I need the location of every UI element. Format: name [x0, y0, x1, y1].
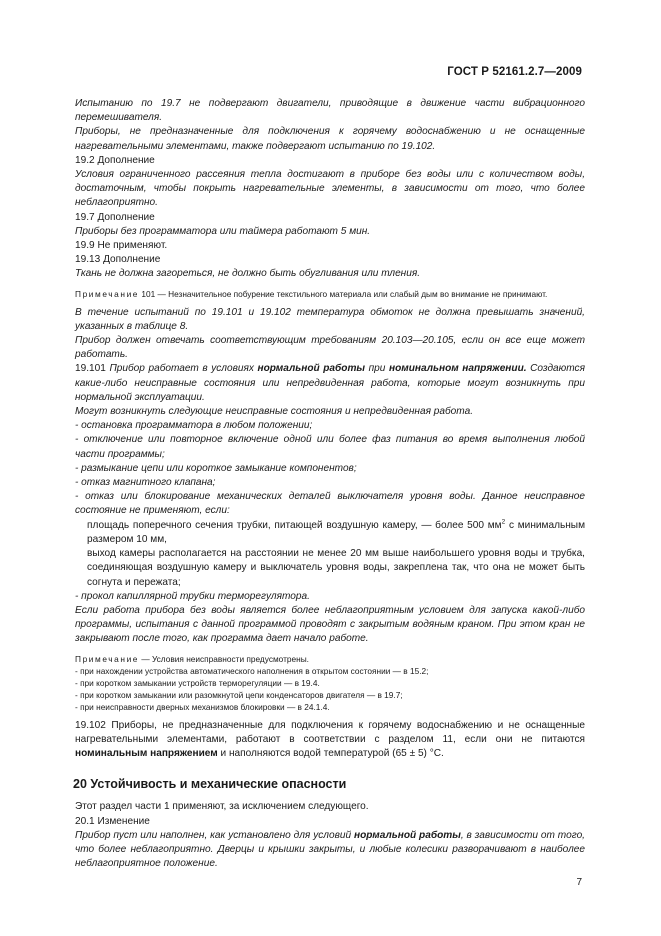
note-faults — [75, 653, 585, 713]
clause-19-9: 19.9 Не применяют. — [75, 240, 168, 252]
note-text: — Условия неисправности предусмотрены. — [139, 653, 309, 664]
clause-20-1: 20.1 Изменение — [75, 815, 150, 827]
text: Прибор работает в условиях — [109, 363, 258, 375]
clause-19-2: 19.2 Дополнение — [75, 154, 155, 166]
paragraph: Если работа прибора без воды является более неблагоприятным условием для запуска какой-либо программы, испытания с данной программой проводят с закрытым водяным краном. При этом кран не закрывают после того, как программа дает начало работе. — [75, 604, 585, 645]
clause-19-13: 19.13 Дополнение — [75, 254, 161, 266]
section-heading: 20 Устойчивость и механические опасности — [73, 777, 347, 792]
note-label: Примечание — [75, 288, 140, 299]
list-item: - остановка программатора в любом положении; — [75, 420, 313, 432]
note-text: 101 — Незначительное побурение текстильного материала или слабый дым во внимание не принимают. — [139, 288, 548, 299]
paragraph — [75, 125, 585, 153]
text: Прибор пуст или наполнен, как установлено для условий — [75, 829, 354, 841]
note-item: - при нахождении устройства автоматического наполнения в открытом состоянии — в 15.2; — [75, 665, 429, 676]
list-item: - отказ магнитного клапана; — [75, 477, 216, 489]
text: и наполняются водой температурой (65 ± 5) °С. — [217, 747, 444, 759]
note-item: - при неисправности дверных механизмов блокировки — в 24.1.4. — [75, 701, 330, 712]
paragraph — [75, 97, 585, 125]
text: с минимальным размером 10 мм, — [87, 519, 586, 545]
page-content — [75, 97, 585, 871]
standard-number: ГОСТ Р 52161.2.7—2009 — [447, 66, 582, 78]
paragraph — [75, 829, 585, 872]
text: при — [365, 363, 389, 375]
sub-item: выход камеры располагается на расстоянии не менее 20 мм выше наибольшего уровня воды и трубка, соединяющая воздушную камеру и выключатель уровня воды, закреплена так, что она не может быть согнута и пережата; — [87, 548, 585, 588]
list-item: - отключение или повторное включение одной или более фаз питания во время выполнения любой части программы; — [75, 434, 585, 460]
term: номинальном напряжении. — [388, 363, 527, 375]
clause-19-101 — [75, 362, 585, 405]
paragraph: Приборы без программатора или таймера работают 5 мин. — [75, 225, 371, 237]
clause-19-7: 19.7 Дополнение — [75, 211, 155, 223]
text: , в зависимости от того, что более неблагоприятно. Дверцы и крышки закрыты, и любые колесики разворачивают в наиболее неблагоприятное положение. — [75, 829, 585, 870]
note-item: - при коротком замыкании или разомкнутой цепи конденсаторов двигателя — в 19.7; — [75, 689, 403, 700]
text: площадь поперечного сечения трубки, питающей воздушную камеру, — более 500 мм — [87, 519, 502, 531]
list-item: - размыкание цепи или короткое замыкание компонентов; — [75, 462, 357, 474]
paragraph: Могут возникнуть следующие неисправные состояния и непредвиденная работа. — [75, 406, 474, 418]
clause-number: 19.101 — [75, 363, 110, 375]
clause-19-102 — [75, 719, 585, 762]
text: 19.102 Приборы, не предназначенные для подключения к горячему водоснабжению и не оснащенные нагревательными элементами, работают в соответствии с разделом 11, если они не питаются — [75, 719, 585, 745]
note-heading — [75, 653, 585, 665]
note-label: Примечание — [75, 653, 140, 664]
paragraph: Ткань не должна загореться, не должно быть обугливания или тления. — [75, 268, 421, 280]
paragraph: Этот раздел части 1 применяют, за исключением следующего. — [75, 801, 369, 813]
page-number: 7 — [576, 877, 582, 888]
term: нормальной работы — [353, 829, 461, 841]
term: номинальным напряжением — [75, 747, 218, 759]
note-item: - при коротком замыкании устройств терморегуляции — в 19.4. — [75, 677, 320, 688]
sub-item — [75, 519, 585, 547]
paragraph: Условия ограниченного рассеяния тепла достигают в приборе без воды или с количеством воды, достаточным, чтобы покрыть нагревательные элементы, в зависимости от того, что более неблагоприятно. — [75, 169, 585, 209]
term: нормальной работы — [257, 363, 366, 375]
paragraph: В течение испытаний по 19.101 и 19.102 температура обмоток не должна превышать значений, указанных в таблице 8. — [75, 306, 585, 332]
text: Создаются какие-либо неисправные состояния или непредвиденная работа, которые могут возникнуть при нормальной эксплуатации. — [75, 363, 585, 403]
text: Приборы, не предназначенные для подключения к горячему водоснабжению и не оснащенные нагревательными элементами, также подвергают испытанию по 19.102. — [75, 126, 585, 152]
text: Испытанию по 19.7 не подвергают двигатели, приводящие в движение части вибрационного перемешивателя. — [75, 98, 585, 124]
list-item: - прокол капиллярной трубки терморегулятора. — [75, 590, 310, 602]
note-101 — [75, 288, 585, 300]
list-item: - отказ или блокирование механических деталей выключателя уровня воды. Данное неисправное состояние не применяют, если: — [75, 491, 585, 517]
paragraph: Прибор должен отвечать соответствующим требованиям 20.103—20.105, если он все еще может работать. — [75, 335, 585, 361]
superscript: 2 — [501, 518, 506, 526]
